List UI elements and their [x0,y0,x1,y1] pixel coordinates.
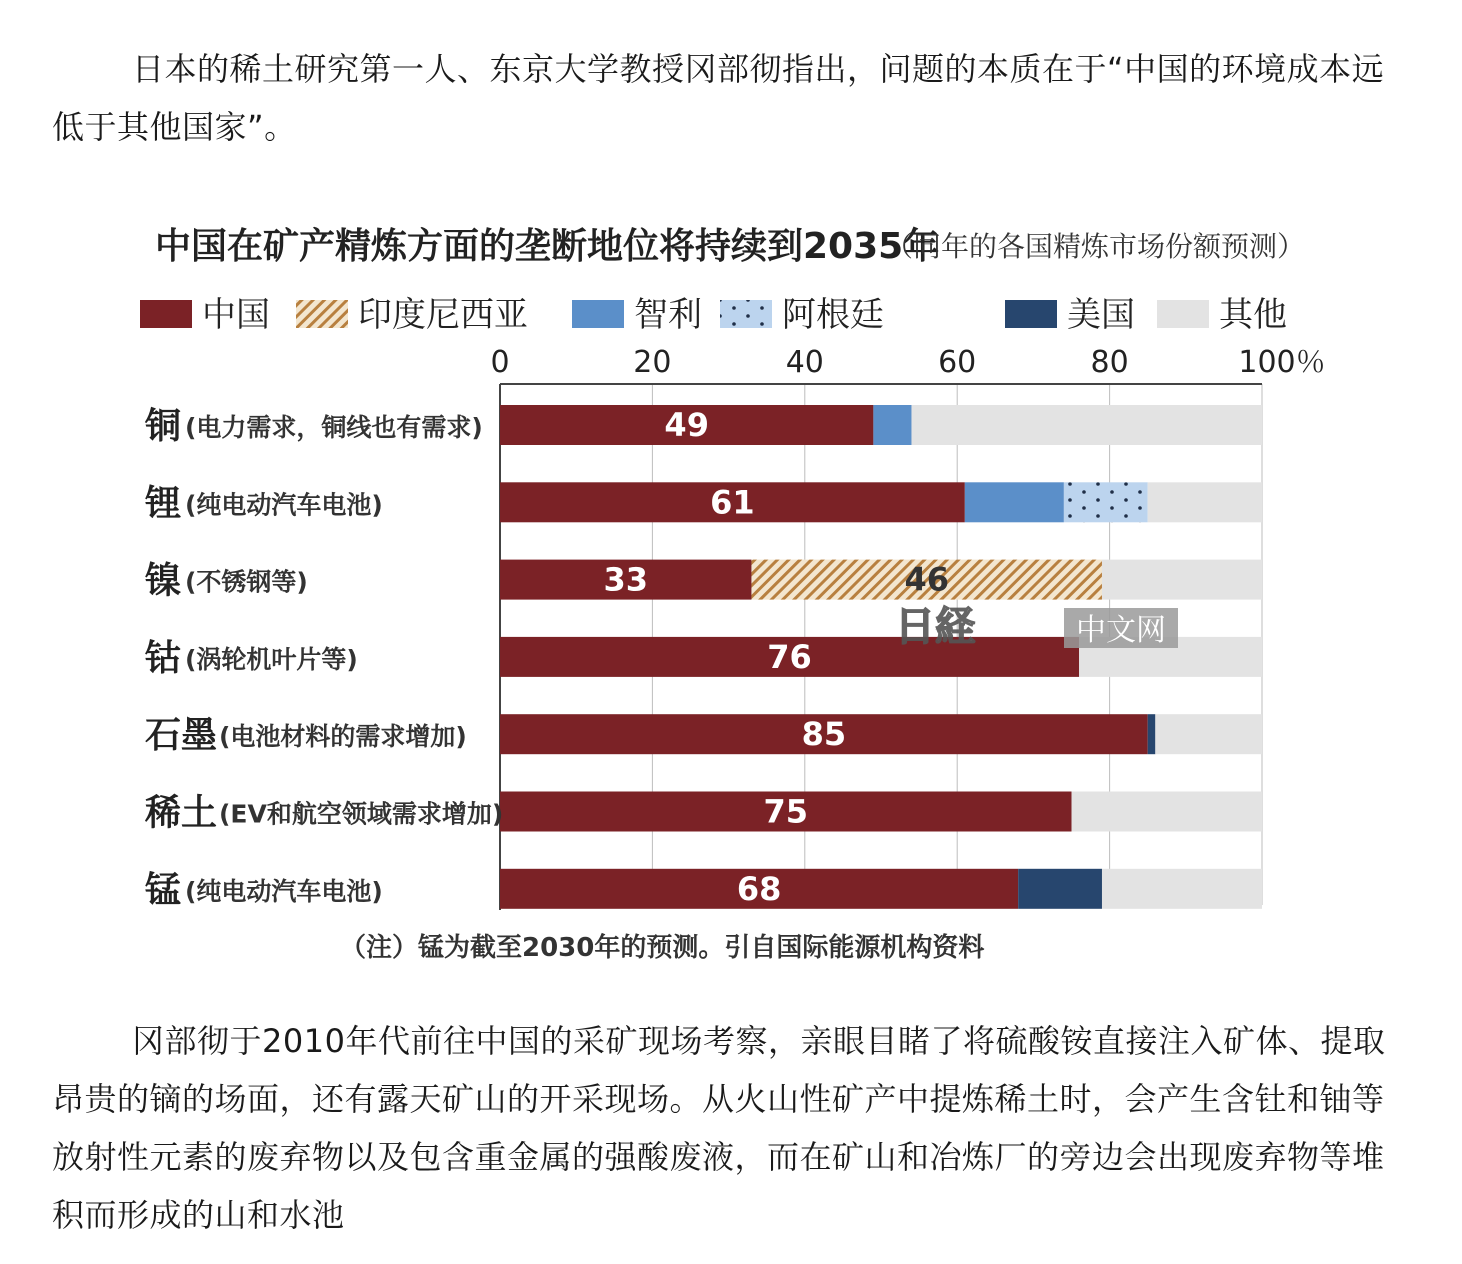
x-tick-label-1: 20 [633,345,672,380]
watermark-logo: 日経 [895,603,975,650]
chart-legend [140,295,1287,335]
category-name-0: 铜 [145,406,182,447]
bar-5-0 [911,405,1262,445]
category-name-2: 镍 [145,560,182,602]
watermark-text: 中文网 [1076,613,1166,648]
bar-2-0 [873,405,911,445]
x-tick-label-2: 40 [785,345,824,380]
y-axis-labels [144,406,503,911]
bar-2-1 [965,482,1064,522]
x-tick-label-3: 60 [938,345,977,380]
category-note-5: (EV和航空领域需求增加) [219,799,504,829]
bar-value-label-0-3: 76 [767,637,812,676]
legend-label-0: 中国 [202,295,270,335]
bar-area [500,405,1262,909]
category-note-3: (涡轮机叶片等) [185,644,358,674]
bar-5-2 [1102,560,1262,600]
category-note-2: (不锈钢等) [185,567,308,597]
legend-swatch-4 [1005,300,1057,328]
bar-value-label-0-4: 85 [801,715,847,754]
intro-paragraph: 日本的稀土研究第一人、东京大学教授冈部彻指出，问题的本质在于“中国的环境成本远低于其他国家”。 [52,50,1385,146]
category-name-5: 稀土 [145,792,218,834]
category-note-4: (电池材料的需求增加) [219,722,467,752]
chart-title: 中国在矿产精炼方面的垄断地位将持续到2035年 [155,226,940,267]
legend-label-4: 美国 [1067,295,1135,335]
legend-swatch-0 [140,300,192,328]
text-fade-overlay [560,1196,890,1252]
category-name-4: 石墨 [145,715,218,757]
bar-value-label-0-5: 75 [763,792,809,831]
body-paragraph: 冈部彻于2010年代前往中国的采矿现场考察，亲眼目睹了将硫酸铵直接注入矿体、提取昂贵的镝的场面，还有露天矿山的开采现场。从火山性矿产中提炼稀土时，会产生含钍和铀等放射性元素的废弃物以及包含重金属的强酸废液，而在矿山和冶炼厂的旁边会出现废弃物等堆积而形成的山和水池 [52,1022,1386,1234]
legend-swatch-5 [1157,300,1209,328]
category-note-0: (电力需求，铜线也有需求) [185,413,483,442]
bar-3-1 [1064,482,1148,522]
bar-5-5 [1072,792,1263,832]
category-name-3: 钴 [145,637,182,679]
legend-swatch-2 [572,300,624,328]
legend-label-1: 印度尼西亚 [358,295,528,335]
bar-4-4 [1148,714,1156,754]
x-tick-label-0: 0 [490,345,510,380]
x-tick-label-5: 100％ [1238,345,1326,380]
bar-5-4 [1155,714,1262,754]
legend-label-3: 阿根廷 [782,295,884,335]
bar-value-label-0-2: 33 [603,560,648,599]
category-name-1: 锂 [145,483,182,525]
legend-swatch-3 [720,300,772,328]
chart-subtitle: （同年的各国精炼市场份额预测） [885,230,1306,263]
bar-5-1 [1148,482,1262,522]
legend-swatch-1 [296,300,348,328]
bar-value-label-1-2: 46 [904,560,949,599]
chart-footnote: （注）锰为截至2030年的预测。引自国际能源机构资料 [340,933,985,963]
bar-value-label-0-6: 68 [736,869,782,908]
legend-label-2: 智利 [634,295,702,335]
bar-value-label-0-1: 61 [710,483,755,522]
legend-label-5: 其他 [1219,295,1287,335]
category-note-1: (纯电动汽车电池) [185,490,383,520]
category-note-6: (纯电动汽车电池) [185,876,383,906]
x-tick-label-4: 80 [1090,345,1129,380]
category-name-6: 锰 [145,869,182,911]
bar-4-6 [1018,869,1102,909]
bar-5-6 [1102,869,1262,909]
bar-value-label-0-0: 49 [664,406,709,444]
